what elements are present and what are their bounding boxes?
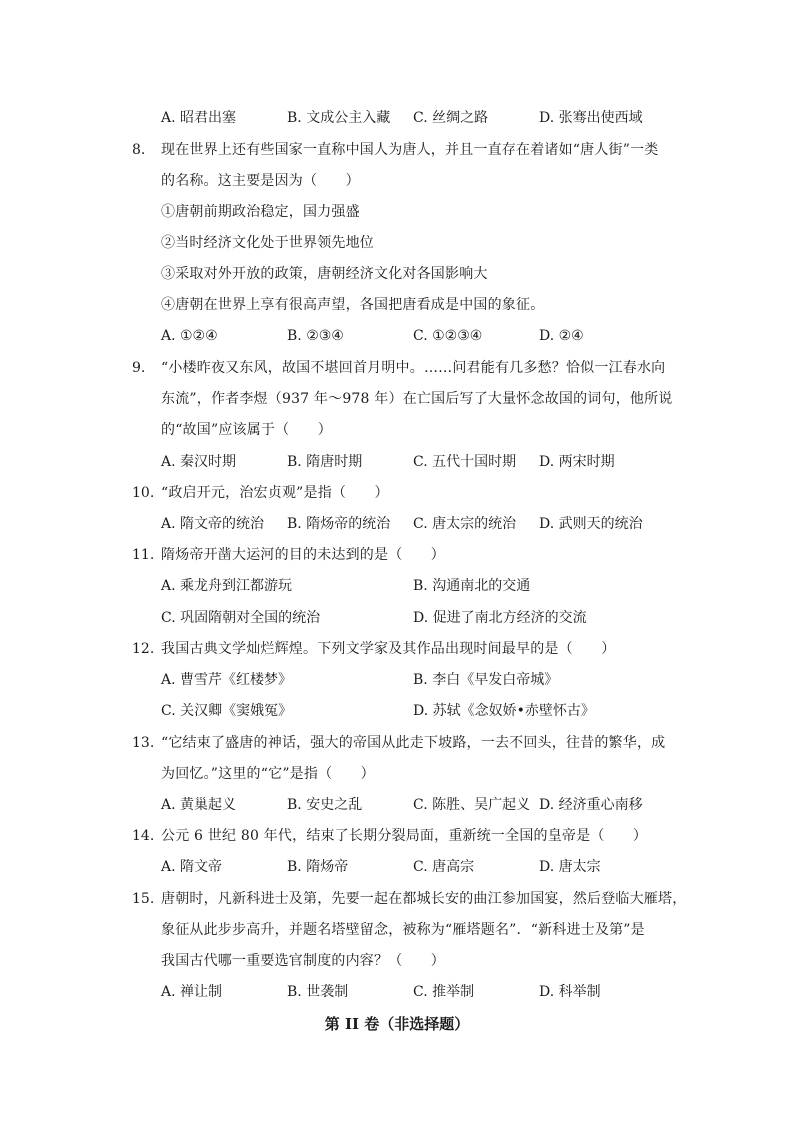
q8-option-b: B. ②③④ (287, 328, 344, 344)
q11-option-c: C. 巩固隋朝对全国的统治 (161, 610, 321, 626)
q9-option-a: A. 秦汉时期 (161, 454, 237, 470)
q8-number: 8. (132, 142, 146, 158)
q11-number: 11. (132, 547, 155, 563)
q15-stem-line-3: 我国古代哪一重要选官制度的内容？（ ） (161, 953, 445, 969)
q9-option-c: C. 五代十国时期 (413, 454, 517, 470)
q11-stem: 隋炀帝开凿大运河的目的未达到的是（ ） (161, 547, 445, 563)
q8-item-1: ①唐朝前期政治稳定，国力强盛 (161, 204, 360, 220)
q14-option-c: C. 唐高宗 (413, 859, 475, 875)
q14-stem: 公元 6 世纪 80 年代，结束了长期分裂局面，重新统一全国的皇帝是（ ） (161, 828, 648, 844)
q7-option-a: A. 昭君出塞 (161, 110, 237, 126)
q9-stem-line-2: 东流”，作者李煜（937 年～978 年）在亡国后写了大量怀念故国的词句，他所说 (161, 391, 673, 407)
q14-option-a: A. 隋文帝 (161, 859, 223, 875)
q13-option-d: D. 经济重心南移 (539, 797, 643, 813)
q15-stem-line-1: 唐朝时，凡新科进士及第，先要一起在都城长安的曲江参加国宴，然后登临大雁塔， (161, 891, 687, 907)
q14-number: 14. (132, 828, 155, 844)
q8-option-c: C. ①②③④ (413, 328, 483, 344)
q12-option-d: D. 苏轼《念奴娇•赤壁怀古》 (413, 703, 595, 719)
q13-option-b: B. 安史之乱 (287, 797, 363, 813)
q10-number: 10. (132, 485, 155, 501)
q7-option-b: B. 文成公主入藏 (287, 110, 391, 126)
q12-option-a: A. 曹雪芹《红楼梦》 (161, 672, 293, 688)
q15-option-c: C. 推举制 (413, 984, 475, 1000)
q11-option-a: A. 乘龙舟到江都游玩 (161, 578, 293, 594)
q9-stem-line-3: 的“故国”应该属于（ ） (161, 422, 332, 438)
q10-option-b: B. 隋炀帝的统治 (287, 516, 391, 532)
q9-number: 9. (132, 360, 146, 376)
q8-option-d: D. ②④ (539, 328, 584, 344)
q8-item-3: ③采取对外开放的政策，唐朝经济文化对各国影响大 (161, 266, 488, 282)
q8-stem-line-2: 的名称。这主要是因为（ ） (161, 173, 360, 189)
q13-option-a: A. 黄巢起义 (161, 797, 237, 813)
q8-item-2: ②当时经济文化处于世界领先地位 (161, 235, 374, 251)
q15-option-b: B. 世袭制 (287, 984, 349, 1000)
q13-stem-line-1: “它结束了盛唐的神话，强大的帝国从此走下坡路，一去不回头，往昔的繁华，成 (161, 735, 666, 751)
q10-option-c: C. 唐太宗的统治 (413, 516, 517, 532)
q8-stem-line-1: 现在世界上还有些国家一直称中国人为唐人，并且一直存在着诸如“唐人街”一类 (161, 142, 659, 158)
q12-stem: 我国古典文学灿烂辉煌。下列文学家及其作品出现时间最早的是（ ） (161, 641, 616, 657)
q10-stem: “政启开元，治宏贞观”是指（ ） (161, 485, 389, 501)
q11-option-b: B. 沟通南北的交通 (413, 578, 531, 594)
q13-option-c: C. 陈胜、吴广起义 (413, 797, 531, 813)
q15-option-d: D. 科举制 (539, 984, 601, 1000)
q10-option-a: A. 隋文帝的统治 (161, 516, 265, 532)
q9-option-b: B. 隋唐时期 (287, 454, 363, 470)
q9-stem-line-1: “小楼昨夜又东风，故国不堪回首月明中。……问君能有几多愁？恰似一江春水向 (161, 360, 666, 376)
q13-number: 13. (132, 735, 155, 751)
q14-option-b: B. 隋炀帝 (287, 859, 349, 875)
q7-option-c: C. 丝绸之路 (413, 110, 489, 126)
q10-option-d: D. 武则天的统治 (539, 516, 643, 532)
section-title: 第 II 卷（非选择题） (324, 1015, 470, 1033)
q14-option-d: D. 唐太宗 (539, 859, 601, 875)
q7-option-d: D. 张骞出使西域 (539, 110, 643, 126)
q11-option-d: D. 促进了南北方经济的交流 (413, 610, 587, 626)
q15-number: 15. (132, 891, 155, 907)
q9-option-d: D. 两宋时期 (539, 454, 615, 470)
q15-option-a: A. 禅让制 (161, 984, 223, 1000)
q12-option-c: C. 关汉卿《窦娥冤》 (161, 703, 293, 719)
q12-number: 12. (132, 641, 155, 657)
q8-item-4: ④唐朝在世界上享有很高声望，各国把唐看成是中国的象征。 (161, 297, 545, 313)
q8-option-a: A. ①②④ (161, 328, 218, 344)
q15-stem-line-2: 象征从此步步高升，并题名塔壁留念，被称为“雁塔题名”．“新科进士及第”是 (161, 922, 645, 938)
q13-stem-line-2: 为回忆。”这里的“它”是指（ ） (161, 766, 375, 782)
q12-option-b: B. 李白《早发白帝城》 (413, 672, 559, 688)
